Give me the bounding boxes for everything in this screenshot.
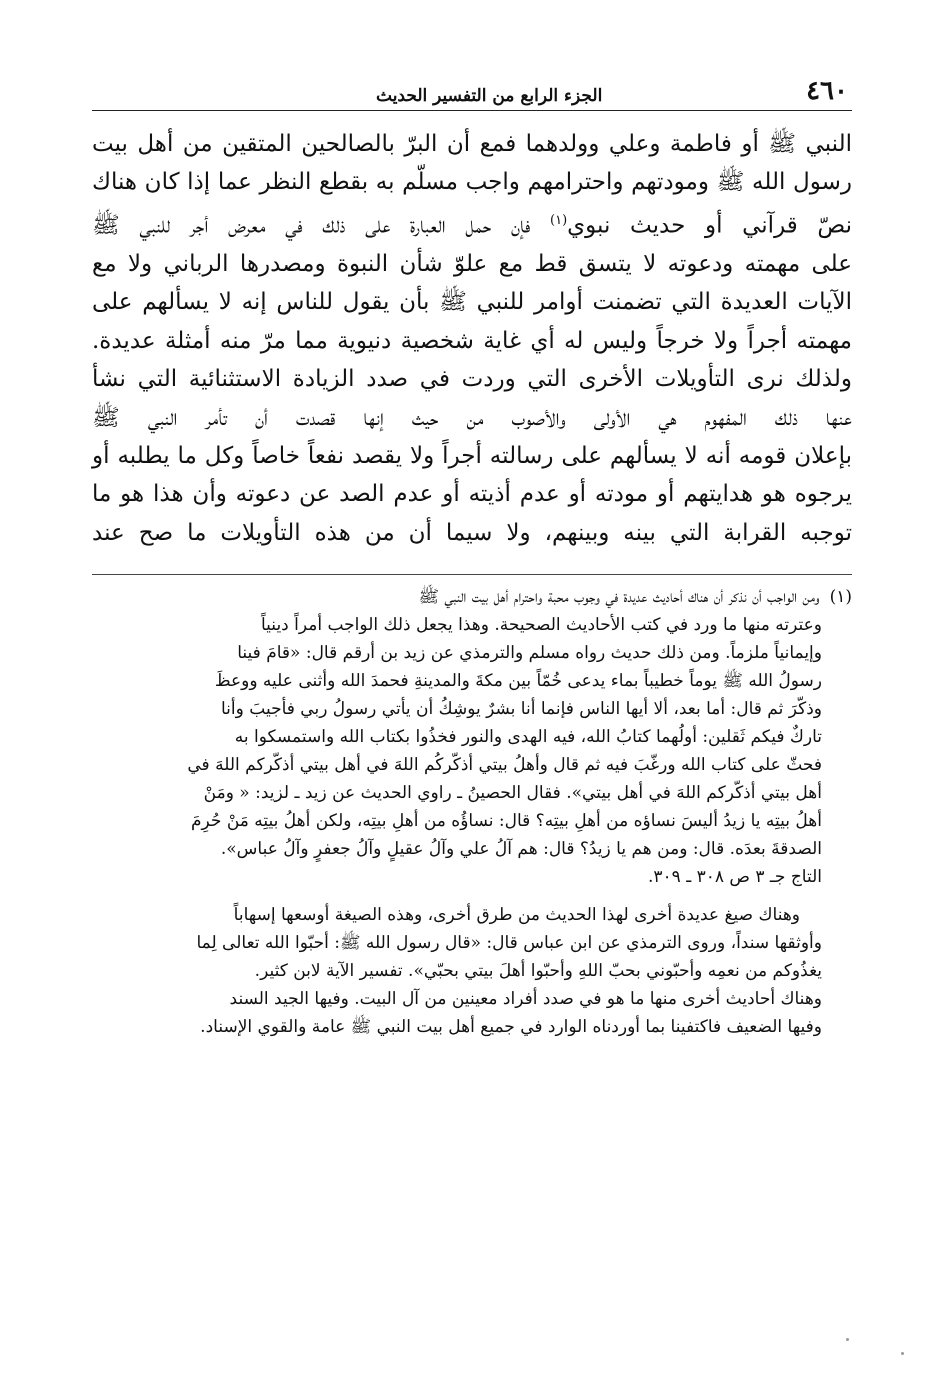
footnote-line: وذكّرَ ثم قال: أما بعد، ألا أيها الناس فإنما أنا بشرٌ يوشِكُ أن يأتي رسولُ ربي فأجيبَ وأنا	[221, 699, 822, 720]
footnote-line: تاركٌ فيكم ثَقلين: أولُهما كتابُ الله، فيه الهدى والنور فخذُوا بكتاب الله واستمسكوا به	[234, 727, 822, 748]
footnote-line: وفيها الضعيف فاكتفينا بما أوردناه الوارد في جميع أهل بيت النبي ﷺ عامة والقوي الإسناد.	[200, 1017, 822, 1038]
main-text	[92, 125, 852, 552]
scan-speck	[901, 1352, 904, 1355]
footnote-line: وإيمانياً ملزماً. ومن ذلك حديث رواه مسلم والترمذي عن زيد بن أرقم قال: «قامَ فينا	[237, 643, 822, 664]
text-line: الآيات العديدة التي تضمنت أوامر للنبي ﷺ بأن يقول للناس إنه لا يسألهم على	[92, 289, 852, 316]
running-header	[92, 70, 852, 111]
footnote-separator	[92, 574, 852, 575]
text-line: مهمته أجراً ولا خرجاً وليس له أي غاية شخصية دنيوية مما مرّ منه أمثلة عديدة.	[92, 327, 852, 354]
footnote-line: فحثّ على كتاب الله ورغّبَ فيه ثم قال وأهلُ بيتي أذكّركُم اللهَ في أهل بيتي أذكّركم اللهَ في	[187, 755, 822, 776]
text-fragment: فإن حمل العبارة على ذلك في معرض أجر للنبي ﷺ	[92, 212, 551, 239]
footnote-line: أهل بيتي أذكّركم اللهَ في أهل بيتي». فقال الحصينُ ـ راوي الحديث عن زيد ـ لزيد: « ومَنْ	[203, 783, 822, 804]
footnote-line: رسولُ الله ﷺ يوماً خطيباً بماء يدعى خُمّاً بين مكةَ والمدينةِ فحمدَ الله وأثنى عليه ووعظَ	[214, 671, 822, 692]
page-number: ٤٦٠	[806, 76, 848, 106]
text-line	[92, 202, 852, 245]
footnote-line: أهلُ بيتِه يا زيدُ أليسَ نساؤه من أهلِ بيتِه؟ قال: نساؤُه من أهلِ بيتِه، ولكن أهلُ بيتِه مَنْ حُرِمَ	[191, 811, 822, 832]
text-line: ولذلك نرى التأويلات الأخرى التي وردت في صدد الزيادة الاستثنائية التي نشأ	[92, 366, 852, 393]
footnote-line: وهناك صيغ عديدة أخرى لهذا الحديث من طرق أخرى، وهذه الصيغة أوسعها إسهاباً	[233, 905, 800, 926]
text-line: النبي ﷺ أو فاطمة وعلي وولدهما فمع أن البرّ بالصالحين المتقين من أهل بيت	[92, 131, 852, 157]
footnote-line: وأوثقها سنداً، وروى الترمذي عن ابن عباس قال: «قال رسول الله ﷺ: أحبّوا الله تعالى لِما	[196, 933, 822, 954]
text-line: على مهمته ودعوته لا يتسق قط مع علوّ شأن النبوة ومصدرها الرباني ولا مع	[92, 250, 852, 277]
footnote-line: يغذُوكم من نعمِه وأحبّوني بحبّ اللهِ وأحبّوا أهلَ بيتي بحبّي». تفسير الآية لابن كثير.	[254, 961, 822, 982]
footnote-line: وعترته منها ما ورد في كتب الأحاديث الصحيحة. وهذا يجعل ذلك الواجب أمراً دينياً	[261, 615, 822, 636]
header-title: الجزء الرابع من التفسير الحديث	[376, 86, 603, 106]
text-line: توجبه القرابة التي بينه وبينهم، ولا سيما أن من هذه التأويلات ما صح عند	[92, 519, 852, 546]
scan-speck	[846, 1338, 849, 1341]
footnote-number: (١)	[829, 587, 852, 608]
footnote-line: الصدقةَ بعدَه. قال: ومن هم يا زيدُ؟ قال: هم آلُ علي وآلُ عقيلٍ وآلُ جعفرٍ وآلُ عباس».	[220, 839, 822, 860]
footnote-line	[92, 583, 852, 611]
footnote-line: التاج جـ ٣ ص ٣٠٨ ـ ٣٠٩.	[647, 867, 822, 888]
footnote-reference: (١)	[550, 212, 568, 228]
text-line: يرجوه هو هدايتهم أو مودته أو عدم أذيته أو عدم الصد عن دعوته وأن هذا هو ما	[92, 481, 852, 508]
text-line: رسول الله ﷺ ومودتهم واحترامهم واجب مسلّم به بقطع النظر عما إذا كان هناك	[92, 169, 852, 196]
footnote-line: وهناك أحاديث أخرى منها ما هو في صدد أفراد معينين من آل البيت. وفيها الجيد السند	[229, 989, 822, 1010]
text-fragment: ومن الواجب أن نذكر أن هناك أحاديث عديدة في وجوب محبة واحترام أهل بيت النبي ﷺ	[418, 587, 820, 608]
text-line: بإعلان قومه أنه لا يسألهم على رسالته أجراً ولا يقصد نفعاً خاصاً وكل ما يطلبه أو	[92, 442, 852, 469]
text-line: عنها ذلك المفهوم هي الأولى والأصوب من حيث إنها قصدت أن تأمر النبي ﷺ	[92, 404, 852, 431]
text-fragment: نصّ قرآني أو حديث نبوي	[567, 212, 852, 239]
footnotes	[92, 583, 852, 1041]
